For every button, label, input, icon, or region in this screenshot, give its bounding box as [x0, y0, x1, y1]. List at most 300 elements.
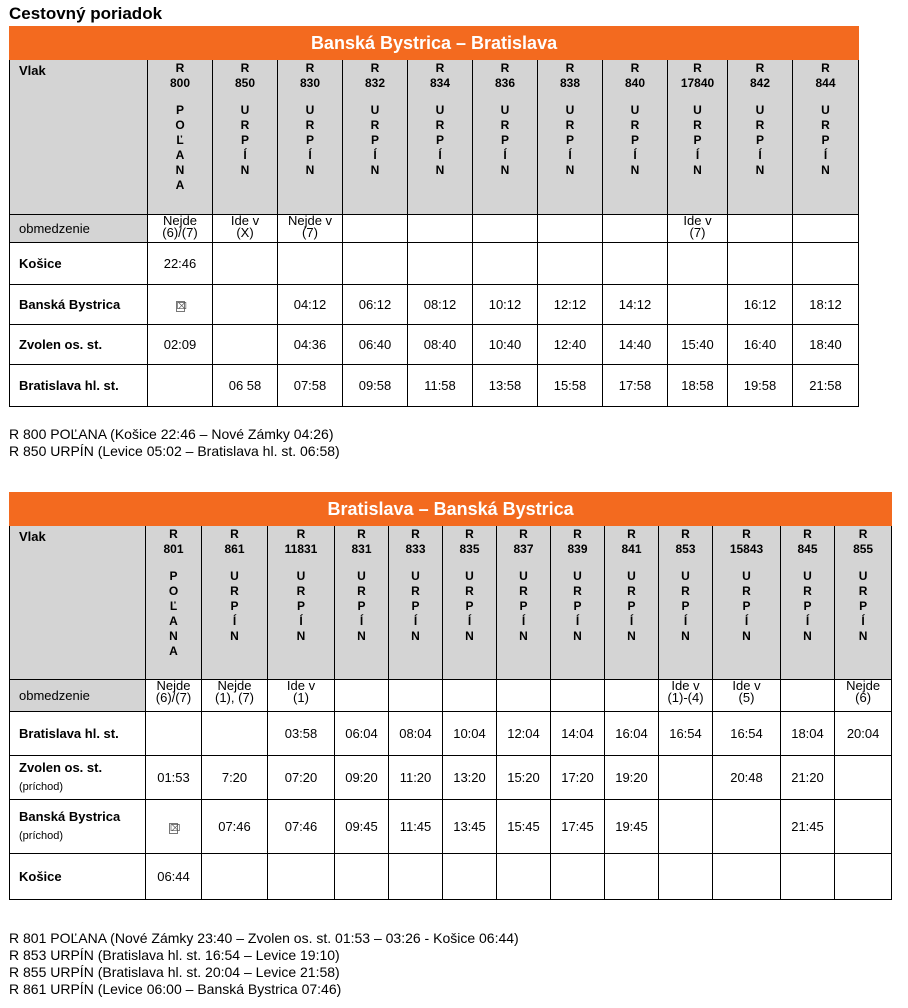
time-cell [443, 756, 497, 800]
departure-time: 01:53 [157, 770, 190, 785]
train-column-header [603, 60, 668, 215]
time-cell [268, 854, 335, 900]
departure-time: 06:40 [358, 337, 392, 352]
footnote: R 853 URPÍN (Bratislava hl. st. 16:54 – Levice 19:10) [9, 947, 340, 963]
train-column-header [278, 60, 343, 215]
time-cell [835, 800, 892, 854]
time-cell [473, 285, 538, 325]
train-type: R [742, 527, 751, 541]
restriction-line-2: (X) [236, 225, 254, 240]
time-cell [148, 365, 213, 407]
departure-time: 16:40 [743, 337, 777, 352]
train-column-header [443, 526, 497, 680]
restriction-line-2: (7) [689, 225, 706, 240]
time-cell [473, 243, 538, 285]
departure-time: 22:46 [163, 256, 197, 271]
time-cell [202, 712, 268, 756]
train-number: 835 [459, 542, 480, 556]
restriction-cell [793, 215, 859, 243]
departure-time: 18:58 [681, 378, 714, 393]
page-title: Cestovný poriadok [9, 4, 163, 23]
time-cell [603, 243, 668, 285]
time-cell [213, 325, 278, 365]
time-cell [668, 325, 728, 365]
departure-time: 21:20 [791, 770, 824, 785]
train-type: R [240, 61, 250, 75]
train-type: R [169, 527, 178, 541]
departure-time: 07:46 [284, 819, 318, 834]
train-number: 855 [853, 542, 874, 556]
restriction-line-1: Nejde [163, 213, 197, 228]
time-cell [146, 854, 202, 900]
time-cell [538, 243, 603, 285]
departure-time: 10:04 [453, 726, 486, 741]
restriction-cell [278, 215, 343, 243]
time-cell [713, 800, 781, 854]
time-cell [278, 365, 343, 407]
train-name: U R P Í N [519, 569, 528, 643]
time-cell [389, 854, 443, 900]
station-name-text: Košice [19, 868, 62, 884]
time-cell [408, 325, 473, 365]
train-name: U R P Í N [858, 569, 868, 643]
time-cell [668, 365, 728, 407]
time-cell [659, 756, 713, 800]
time-cell [146, 756, 202, 800]
departure-time: 15:40 [681, 337, 714, 352]
train-type: R [755, 61, 765, 75]
train-column-header [713, 526, 781, 680]
departure-time: 7:20 [221, 770, 248, 785]
departure-time: 03:58 [284, 726, 318, 741]
restriction-line-1: Nejde [846, 678, 881, 693]
train-type: R [565, 61, 575, 75]
train-column-header [538, 60, 603, 215]
departure-time: 08:40 [423, 337, 457, 352]
time-cell [835, 854, 892, 900]
time-cell [781, 800, 835, 854]
departure-time: 08:12 [423, 297, 457, 312]
train-number: 850 [234, 76, 256, 90]
train-type: R [357, 527, 366, 541]
timetable-bb-ba [9, 26, 859, 407]
train-type: R [305, 61, 315, 75]
time-cell [713, 854, 781, 900]
time-cell [603, 365, 668, 407]
restriction-line-2: (1)-(4) [667, 690, 704, 705]
departure-time: 15:20 [507, 770, 540, 785]
train-column-header [389, 526, 443, 680]
train-type: R [411, 527, 420, 541]
footnote: R 801 POĽANA (Nové Zámky 23:40 – Zvolen os. st. 01:53 – 03:26 - Košice 06:44) [9, 930, 519, 946]
station-name [10, 854, 146, 900]
station-name [10, 325, 148, 365]
time-cell [551, 756, 605, 800]
time-cell [335, 800, 389, 854]
restriction-cell [728, 215, 793, 243]
time-cell [605, 854, 659, 900]
train-number: 17840 [680, 76, 715, 90]
station-name [10, 285, 148, 325]
restriction-cell [713, 680, 781, 712]
time-cell [605, 712, 659, 756]
train-type: R [500, 61, 510, 75]
train-name: U R P Í N [370, 103, 380, 177]
train-name: U R P Í N [742, 569, 751, 643]
train-name: U R P Í N [357, 569, 366, 643]
time-cell [146, 800, 202, 854]
station-name [10, 243, 148, 285]
train-column-header [551, 526, 605, 680]
departure-time: 10:40 [488, 337, 522, 352]
time-cell [278, 285, 343, 325]
departure-time: 19:45 [615, 819, 648, 834]
train-column-header [343, 60, 408, 215]
train-number: 11831 [284, 542, 318, 556]
train-number: 831 [351, 542, 372, 556]
restriction-line-2: (1) [293, 690, 309, 705]
train-name: U R P Í N [305, 103, 315, 177]
restriction-line-1: Ide v [671, 678, 700, 693]
notes-bb-ba [9, 426, 340, 460]
train-number: 841 [621, 542, 642, 556]
station-name [10, 800, 146, 854]
departure-time: 06:04 [345, 726, 378, 741]
train-number: 844 [815, 76, 836, 90]
train-number: 15843 [729, 542, 764, 556]
train-type: R [858, 527, 868, 541]
time-cell [343, 325, 408, 365]
departure-time: 07:20 [284, 770, 318, 785]
train-column-header [408, 60, 473, 215]
restriction-line-1: Ide v [732, 678, 761, 693]
time-cell [728, 285, 793, 325]
train-type: R [693, 61, 702, 75]
departure-time: 06:12 [358, 297, 392, 312]
restriction-label: obmedzenie [10, 215, 148, 243]
train-number: 836 [494, 76, 516, 90]
departure-time: 13:20 [453, 770, 486, 785]
time-cell [148, 325, 213, 365]
time-cell [835, 756, 892, 800]
train-type: R [435, 61, 445, 75]
time-cell [781, 712, 835, 756]
departure-time: 18:12 [809, 297, 842, 312]
restriction-cell [551, 680, 605, 712]
departure-time: 14:04 [561, 726, 594, 741]
route-banner: Bratislava – Banská Bystrica [10, 493, 892, 526]
footnote: R 861 URPÍN (Levice 06:00 – Banská Bystrica 07:46) [9, 981, 342, 997]
departure-time: 19:58 [743, 378, 777, 393]
train-number: 838 [559, 76, 581, 90]
train-column-header [268, 526, 335, 680]
departure-time: 12:40 [553, 337, 587, 352]
departure-time: 09:58 [358, 378, 392, 393]
train-column-header [668, 60, 728, 215]
restriction-cell [335, 680, 389, 712]
train-number: 834 [429, 76, 451, 90]
time-cell [202, 854, 268, 900]
departure-time: 07:46 [218, 819, 251, 834]
time-cell [335, 854, 389, 900]
departure-time: 18:04 [791, 726, 824, 741]
time-cell [835, 712, 892, 756]
departure-time: 15:45 [507, 819, 540, 834]
restriction-cell [202, 680, 268, 712]
departure-time: 12:04 [507, 726, 540, 741]
time-cell [605, 800, 659, 854]
departure-time: 12:12 [553, 297, 587, 312]
time-cell [668, 243, 728, 285]
restriction-line-2: (5) [738, 690, 755, 705]
timetable-ba-bb [9, 492, 892, 900]
train-type: R [296, 527, 306, 541]
departure-time: 20:04 [846, 726, 880, 741]
time-cell [603, 325, 668, 365]
train-header-label: Vlak [10, 60, 148, 215]
restriction-cell [473, 215, 538, 243]
train-name: U R P Í N [681, 569, 690, 643]
train-name: U R P Í N [411, 569, 420, 643]
departure-time: 06 58 [228, 378, 262, 393]
departure-time: ⌧ [170, 823, 181, 833]
departure-time: 19:20 [615, 770, 648, 785]
train-column-header [473, 60, 538, 215]
train-name: P O Ľ A N A [175, 103, 185, 192]
train-column-header [146, 526, 202, 680]
train-type: R [519, 527, 528, 541]
restriction-line-1: Ide v [230, 213, 260, 228]
departure-time: 20:48 [730, 770, 763, 785]
time-cell [793, 243, 859, 285]
train-type: R [821, 61, 830, 75]
time-cell [497, 712, 551, 756]
time-cell [668, 285, 728, 325]
departure-time: 09:20 [345, 770, 378, 785]
train-type: R [573, 527, 582, 541]
train-name: U R P Í N [500, 103, 510, 177]
time-cell [728, 365, 793, 407]
train-type: R [630, 61, 640, 75]
time-cell [713, 756, 781, 800]
departure-time: 06:44 [157, 869, 190, 884]
departure-time: 11:45 [399, 819, 432, 834]
departure-time: 21:58 [809, 378, 842, 393]
departure-time: 18:40 [809, 337, 842, 352]
train-type: R [803, 527, 812, 541]
time-cell [335, 756, 389, 800]
time-cell [443, 800, 497, 854]
time-cell [148, 243, 213, 285]
time-cell [213, 365, 278, 407]
departure-time: 10:12 [488, 297, 522, 312]
time-cell [148, 285, 213, 325]
time-cell [146, 712, 202, 756]
restriction-cell [605, 680, 659, 712]
train-number: 837 [513, 542, 534, 556]
time-cell [713, 712, 781, 756]
train-name: U R P Í N [296, 569, 306, 643]
train-column-header [148, 60, 213, 215]
train-column-header [605, 526, 659, 680]
train-column-header [497, 526, 551, 680]
departure-time: 16:54 [669, 726, 702, 741]
time-cell [268, 756, 335, 800]
restriction-cell [497, 680, 551, 712]
time-cell [659, 712, 713, 756]
restriction-line-2: (6)/(7) [162, 225, 198, 240]
train-column-header [835, 526, 892, 680]
time-cell [443, 854, 497, 900]
time-cell [793, 365, 859, 407]
train-name: U R P Í N [465, 569, 474, 643]
station-name [10, 712, 146, 756]
restriction-cell [781, 680, 835, 712]
train-column-header [793, 60, 859, 215]
time-cell [335, 712, 389, 756]
time-cell [728, 243, 793, 285]
restriction-cell [343, 215, 408, 243]
time-cell [408, 243, 473, 285]
restriction-cell [538, 215, 603, 243]
time-cell [389, 800, 443, 854]
train-number: 839 [567, 542, 588, 556]
departure-time: 16:12 [743, 297, 777, 312]
time-cell [538, 285, 603, 325]
train-type: R [465, 527, 474, 541]
time-cell [389, 756, 443, 800]
train-number: 861 [224, 542, 245, 556]
train-type: R [230, 527, 239, 541]
restriction-cell [659, 680, 713, 712]
train-name: U R P Í N [803, 569, 812, 643]
station-name-text: Zvolen os. st. [19, 760, 103, 775]
footnote: R 855 URPÍN (Bratislava hl. st. 20:04 – Levice 21:58) [9, 964, 340, 980]
departure-time: 14:40 [618, 337, 652, 352]
departure-time: 17:45 [561, 819, 594, 834]
restriction-cell [408, 215, 473, 243]
departure-time: 11:58 [424, 378, 456, 393]
station-name-text: Bratislava hl. st. [19, 725, 119, 741]
train-number: 800 [169, 76, 191, 90]
time-cell [497, 800, 551, 854]
departure-time: 04:12 [293, 297, 327, 312]
departure-time: 16:04 [615, 726, 648, 741]
restriction-line-2: (6)/(7) [155, 690, 192, 705]
departure-time: 15:58 [553, 378, 587, 393]
train-number: 853 [675, 542, 696, 556]
time-cell [551, 854, 605, 900]
restriction-cell [668, 215, 728, 243]
departure-time: 02:09 [163, 337, 197, 352]
station-note: (príchod) [19, 830, 64, 842]
train-type: R [627, 527, 636, 541]
restriction-line-1: Ide v [286, 678, 316, 693]
train-name: U R P Í N [573, 569, 582, 643]
departure-time: 17:58 [618, 378, 652, 393]
time-cell [538, 365, 603, 407]
time-cell [473, 365, 538, 407]
train-name: U R P Í N [693, 103, 702, 177]
time-cell [538, 325, 603, 365]
train-name: U R P Í N [240, 103, 250, 177]
restriction-cell [268, 680, 335, 712]
departure-time: 16:54 [730, 726, 763, 741]
station-name-text: Košice [19, 255, 62, 271]
time-cell [278, 325, 343, 365]
station-name-text: Banská Bystrica [19, 809, 121, 824]
train-number: 830 [299, 76, 321, 90]
train-number: 833 [405, 542, 426, 556]
train-type: R [370, 61, 380, 75]
station-name [10, 756, 146, 800]
restriction-cell [603, 215, 668, 243]
restriction-line-2: (6) [855, 690, 872, 705]
time-cell [659, 800, 713, 854]
time-cell [605, 756, 659, 800]
train-number: 842 [749, 76, 771, 90]
train-name: U R P Í N [435, 103, 445, 177]
departure-time: 07:58 [293, 378, 327, 393]
time-cell [551, 800, 605, 854]
departure-time: 11:20 [399, 770, 432, 785]
train-type: R [175, 61, 185, 75]
train-number: 840 [624, 76, 646, 90]
train-type: R [681, 527, 690, 541]
restriction-cell [146, 680, 202, 712]
train-column-header [781, 526, 835, 680]
station-note: (príchod) [19, 781, 64, 793]
time-cell [343, 285, 408, 325]
restriction-line-1: Nejde v [287, 213, 333, 228]
train-number: 845 [797, 542, 818, 556]
time-cell [781, 854, 835, 900]
departure-time: 13:58 [488, 378, 522, 393]
footnote: R 800 POĽANA (Košice 22:46 – Nové Zámky 04:26) [9, 426, 334, 442]
restriction-cell [835, 680, 892, 712]
restriction-line-2: (7) [302, 225, 318, 240]
train-column-header [213, 60, 278, 215]
station-name-text: Zvolen os. st. [19, 336, 103, 352]
departure-time: 09:45 [345, 819, 378, 834]
departure-time: 08:04 [399, 726, 432, 741]
station-name-text: Bratislava hl. st. [19, 377, 119, 393]
time-cell [389, 712, 443, 756]
train-column-header [659, 526, 713, 680]
time-cell [268, 712, 335, 756]
departure-time: 17:20 [561, 770, 594, 785]
station-name [10, 365, 148, 407]
departure-time: 21:45 [791, 819, 824, 834]
time-cell [278, 243, 343, 285]
train-column-header [202, 526, 268, 680]
time-cell [408, 365, 473, 407]
time-cell [497, 756, 551, 800]
time-cell [213, 243, 278, 285]
train-name: U R P Í N [627, 569, 636, 643]
time-cell [659, 854, 713, 900]
train-name: U R P Í N [230, 569, 239, 643]
departure-time: 13:45 [453, 819, 486, 834]
time-cell [473, 325, 538, 365]
time-cell [202, 756, 268, 800]
time-cell [781, 756, 835, 800]
time-cell [213, 285, 278, 325]
restriction-cell [213, 215, 278, 243]
time-cell [793, 285, 859, 325]
restriction-cell [389, 680, 443, 712]
time-cell [793, 325, 859, 365]
